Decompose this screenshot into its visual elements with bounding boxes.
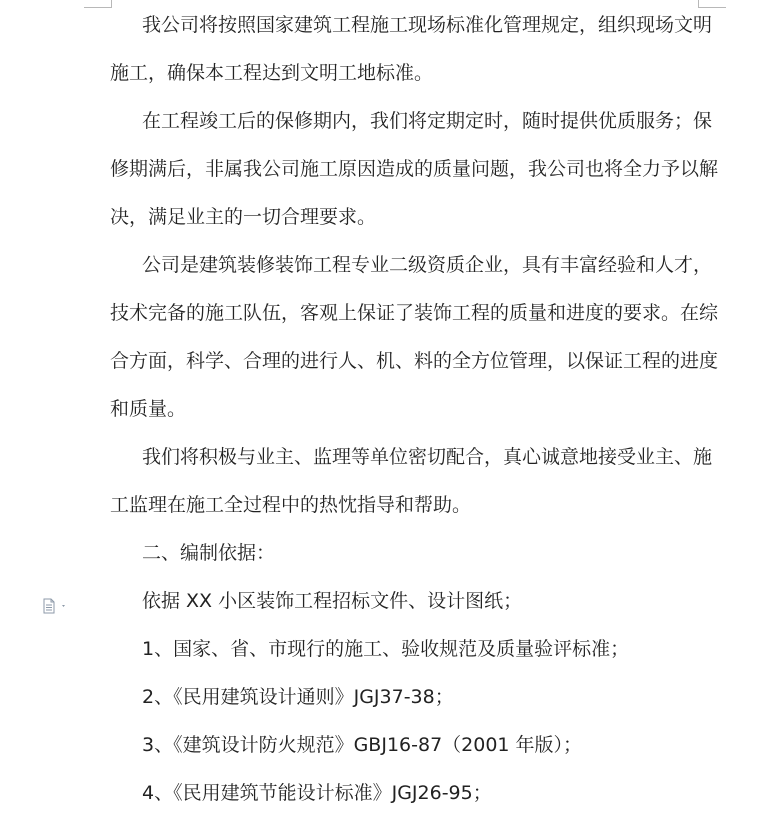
- paragraph-line: 合方面，科学、合理的进行人、机、料的全方位管理，以保证工程的进度: [110, 350, 719, 372]
- paragraph-line: 公司是建筑装修装饰工程专业二级资质企业，具有丰富经验和人才，: [142, 254, 713, 276]
- paragraph-line: 技术完备的施工队伍，客观上保证了装饰工程的质量和进度的要求。在综: [110, 302, 719, 324]
- paragraph-line: 决，满足业主的一切合理要求。: [110, 206, 377, 228]
- margin-corner-mark-top-left: [84, 7, 112, 8]
- list-item: 1、国家、省、市现行的施工、验收规范及质量验评标准；: [142, 638, 630, 660]
- section-heading: 二、编制依据：: [142, 542, 276, 564]
- margin-corner-mark-top-right: [698, 7, 726, 8]
- margin-corner-mark-top-right-vertical: [698, 0, 699, 8]
- paragraph-line: 依据 XX 小区装饰工程招标文件、设计图纸；: [142, 590, 523, 612]
- paragraph-line: 修期满后，非属我公司施工原因造成的质量问题，我公司也将全力予以解: [110, 158, 719, 180]
- document-options-icon[interactable]: [42, 598, 68, 614]
- list-item: 2、《民用建筑设计通则》JGJ37-38；: [142, 686, 454, 708]
- paragraph-line: 我们将积极与业主、监理等单位密切配合，真心诚意地接受业主、施: [142, 446, 713, 468]
- list-item: 4、《民用建筑节能设计标准》JGJ26-95；: [142, 782, 492, 804]
- paragraph-line: 工监理在施工全过程中的热忱指导和帮助。: [110, 494, 472, 516]
- paragraph-line: 我公司将按照国家建筑工程施工现场标准化管理规定，组织现场文明: [142, 14, 713, 36]
- margin-corner-mark-top-left-vertical: [111, 0, 112, 8]
- paragraph-line: 在工程竣工后的保修期内，我们将定期定时，随时提供优质服务；保: [142, 110, 713, 132]
- paragraph-line: 施工，确保本工程达到文明工地标准。: [110, 62, 434, 84]
- paragraph-line: 和质量。: [110, 398, 187, 420]
- list-item: 3、《建筑设计防火规范》GBJ16-87（2001 年版）；: [142, 734, 583, 756]
